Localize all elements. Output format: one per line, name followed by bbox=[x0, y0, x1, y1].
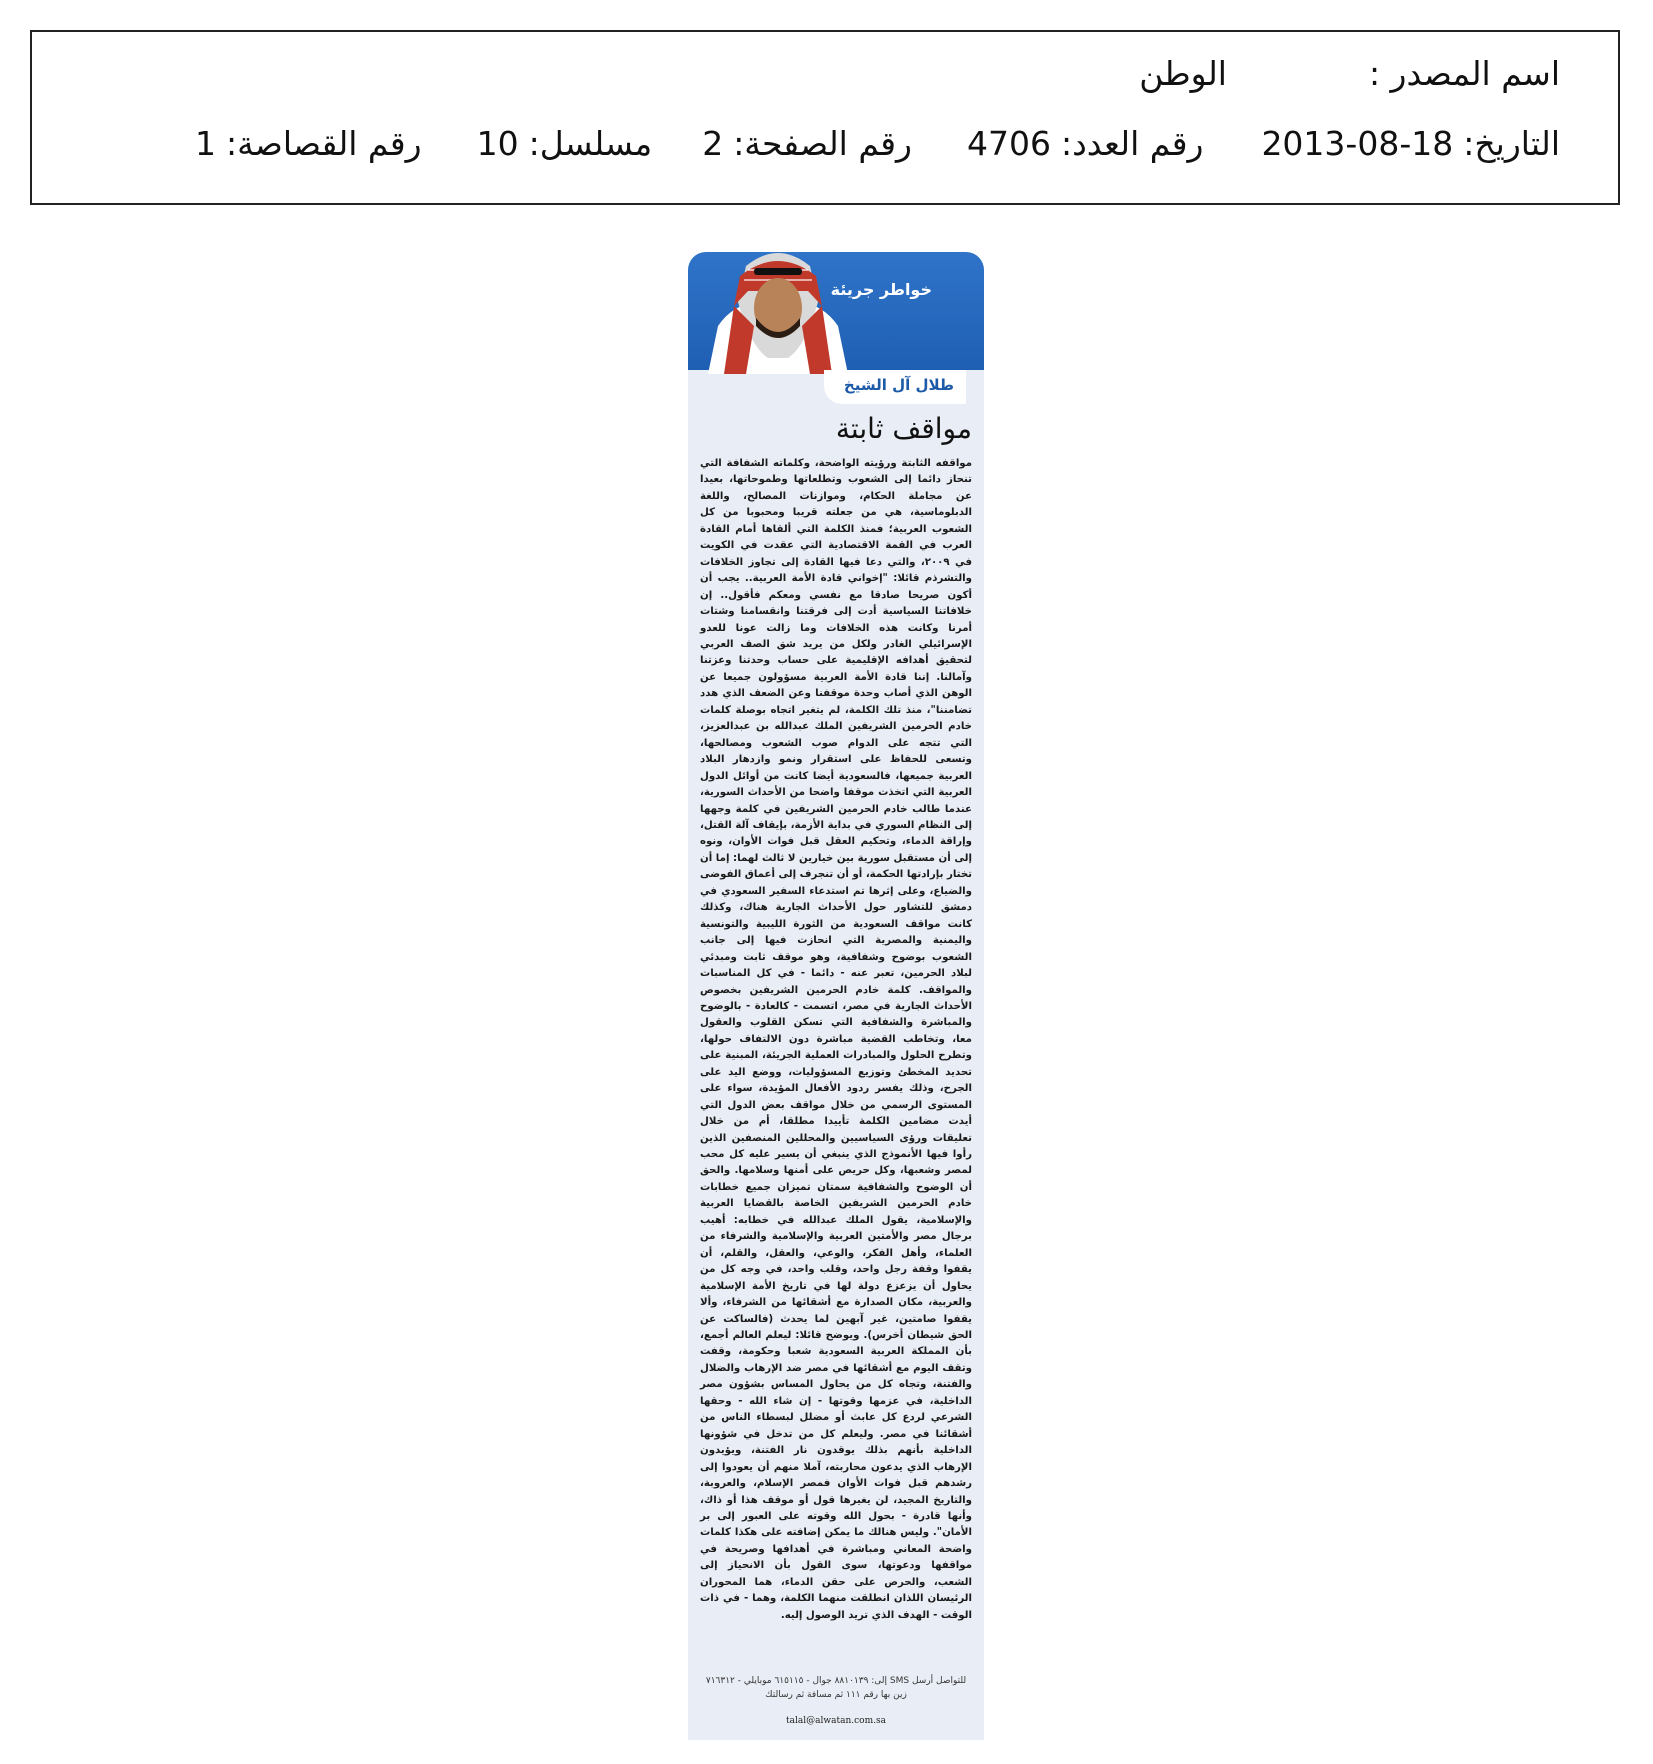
column-name: خواطر جريئة bbox=[830, 280, 932, 299]
source-label: اسم المصدر : bbox=[1368, 54, 1560, 93]
page-label: رقم الصفحة: bbox=[733, 124, 912, 163]
serial-field bbox=[477, 124, 653, 163]
contact-info: للتواصل أرسل SMS إلى: ٨٨١٠١٣٩ جوال - ٦١٥١١٥ موبايلي - ٧١٦٣١٢ زين بها رقم ١١١ ثم مسافة ثم رسالتك bbox=[705, 1676, 967, 1700]
author-photo bbox=[688, 252, 868, 374]
source-field bbox=[1139, 54, 1560, 93]
column-banner bbox=[688, 252, 984, 370]
author-name: طلال آل الشيخ bbox=[843, 376, 954, 394]
page-field bbox=[702, 124, 912, 163]
source-value: الوطن bbox=[1139, 54, 1227, 93]
article-body: مواقفه الثابتة ورؤيته الواضحة، وكلماته الشفافة التي تنحاز دائما إلى الشعوب وتطلعاتها وطموحاتها، بعيدا عن مجاملة الحكام، وموازنات المصالح، واللغة الدبلوماسية، هي من جعلته قريبا ومحبوبا من كل الشعوب العربية؛ فمنذ الكلمة التي ألقاها أمام القادة العرب في القمة الاقتصادية التي عقدت في الكويت في ٢٠٠٩، والتي دعا فيها القادة إلى تجاوز الخلافات والتشرذم قائلا: "إخواني قادة الأمة العربية.. يجب أن أكون صريحا صادقا مع نفسي ومعكم فأقول.. إن خلافاتنا السياسية أدت إلى فرقتنا وانقسامنا وشتات أمرنا وكانت هذه الخلافات وما زالت عونا للعدو الإسرائيلي الغادر ولكل من يريد شق الصف العربي لتحقيق أهدافه الإقليمية على حساب وحدتنا وعزتنا وآمالنا. إننا قادة الأمة العربية مسؤولون جميعا عن الوهن الذي أصاب وحدة موقفنا وعن الضعف الذي هدد تضامننا"، منذ تلك الكلمة، لم يتغير اتجاه بوصلة كلمات خادم الحرمين الشريفين الملك عبدالله بن عبدالعزيز، التي تتجه على الدوام صوب الشعوب ومصالحها، وتسعى للحفاظ على استقرار ونمو وازدهار البلاد العربية جميعها، فالسعودية أيضا كانت من أوائل الدول العربية التي اتخذت موقفا واضحا من الأحداث السورية، عندما طالب خادم الحرمين الشريفين في كلمة وجهها إلى النظام السوري في بداية الأزمة، بإيقاف آلة القتل، وإراقة الدماء، وتحكيم العقل قبل فوات الأوان، ونوه إلى أن مستقبل سورية بين خيارين لا ثالث لهما: إما أن تختار بإرادتها الحكمة، أو أن تنجرف إلى أعماق الفوضى والضياع، وعلى إثرها تم استدعاء السفير السعودي في دمشق للتشاور حول الأحداث الجارية هناك، وكذلك كانت مواقف السعودية من الثورة الليبية والتونسية واليمنية والمصرية التي انحازت فيها إلى جانب الشعوب بوضوح وشفافية، وهو موقف ثابت ومبدئي لبلاد الحرمين، تعبر عنه - دائما - في كل المناسبات والمواقف. كلمة خادم الحرمين الشريفين بخصوص الأحداث الجارية في مصر، اتسمت - كالعادة - بالوضوح والمباشرة والشفافية التي تسكن القلوب والعقول معا، وتخاطب القضية مباشرة دون الالتفاف حولها، وتطرح الحلول والمبادرات العملية الجريئة، المبنية على تحديد المخطئ وتوزيع المسؤوليات، ووضع اليد على الجرح، وذلك يفسر ردود الأفعال المؤيدة، سواء على المستوى الرسمي من خلال مواقف بعض الدول التي أيدت مضامين الكلمة تأييدا مطلقا، أم من خلال تعليقات ورؤى السياسيين والمحللين المنصفين الذين رأوا فيها الأنموذج الذي ينبغي أن يسير عليه كل محب لمصر وشعبها، وكل حريص على أمنها وسلامها. والحق أن الوضوح والشفافية سمتان تميزان جميع خطابات خادم الحرمين الشريفين الخاصة بالقضايا العربية والإسلامية، يقول الملك عبدالله في خطابه: أهيب برجال مصر والأمتين العربية والإسلامية والشرفاء من العلماء، وأهل الفكر، والوعي، والعقل، والقلم، أن يقفوا وقفة رجل واحد، وقلب واحد، في وجه كل من يحاول أن يزعزع دولة لها في تاريخ الأمة الإسلامية والعربية، مكان الصدارة مع أشقائها من الشرفاء، وألا يقفوا صامتين، غير آبهين لما يحدث (فالساكت عن الحق شيطان أخرس). ويوضح قائلا: ليعلم العالم أجمع، بأن المملكة العربية السعودية شعبا وحكومة، وقفت وتقف اليوم مع أشقائها في مصر ضد الإرهاب والضلال والفتنة، وتجاه كل من يحاول المساس بشؤون مصر الداخلية، في عزمها وقوتها - إن شاء الله - وحقها الشرعي لردع كل عابث أو مضلل لبسطاء الناس من أشقائنا في مصر. وليعلم كل من تدخل في شؤونها الداخلية بأنهم بذلك يوقدون نار الفتنة، ويؤيدون الإرهاب الذي يدعون محاربته، آملا منهم أن يعودوا إلى رشدهم قبل فوات الأوان فمصر الإسلام، والعروبة، والتاريخ المجيد، لن يغيرها قول أو موقف هذا أو ذاك، وأنها قادرة - بحول الله وقوته على العبور إلى بر الأمان". وليس هنالك ما يمكن إضافته على هكذا كلمات واضحة المعاني ومباشرة في أهدافها وصريحة في مواقفها ودعوتها، سوى القول بأن الانحياز إلى الشعب، والحرص على حقن الدماء، هما المحوران الرئيسان اللذان انطلقت منهما الكلمة، وهما - في ذات الوقت - الهدف الذي تريد الوصول إليه. bbox=[700, 458, 972, 1621]
newspaper-column-clip bbox=[688, 252, 984, 1740]
serial-label: مسلسل: bbox=[528, 124, 653, 163]
details-line bbox=[195, 124, 1560, 163]
serial-value: 10 bbox=[476, 124, 519, 163]
clip-field bbox=[195, 124, 422, 163]
clip-value: 1 bbox=[195, 124, 216, 163]
page-value: 2 bbox=[702, 124, 724, 163]
clipping-info-box bbox=[30, 30, 1620, 205]
issue-field bbox=[967, 124, 1203, 163]
author-tab bbox=[824, 370, 966, 404]
source-line bbox=[1139, 54, 1560, 93]
article-headline: مواقف ثابتة bbox=[835, 412, 972, 445]
author-email: talal@alwatan.com.sa bbox=[786, 1716, 886, 1726]
date-label: التاريخ: bbox=[1463, 124, 1560, 163]
clip-label: رقم القصاصة: bbox=[226, 124, 422, 163]
date-field bbox=[1261, 124, 1560, 163]
issue-value: 4706 bbox=[967, 124, 1051, 163]
date-value: 2013-08-18 bbox=[1261, 124, 1454, 163]
issue-label: رقم العدد: bbox=[1060, 124, 1204, 163]
